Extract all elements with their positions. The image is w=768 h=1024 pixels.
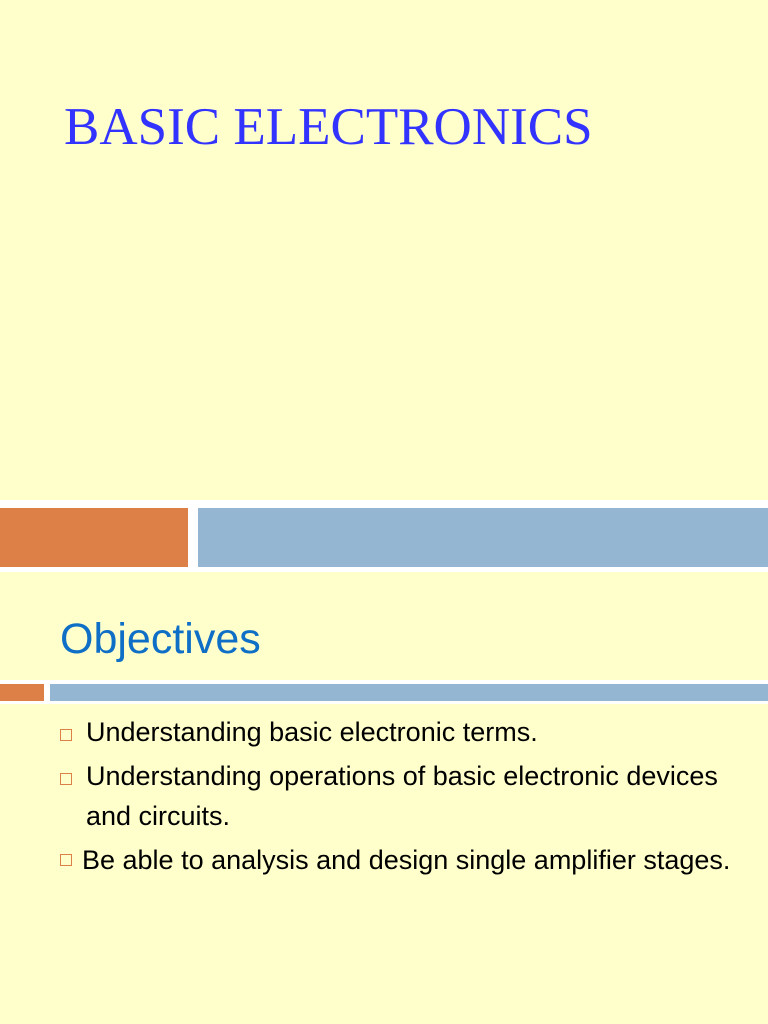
accent-bar-blue <box>198 508 768 567</box>
objectives-list <box>60 712 750 880</box>
divider-bar-blue <box>50 684 768 701</box>
square-bullet-icon <box>60 773 72 785</box>
square-bullet-icon <box>60 729 72 741</box>
list-item-text: Understanding operations of basic electronic devices and circuits. <box>86 761 718 831</box>
slide-title <box>0 0 768 500</box>
slide-title-heading: BASIC ELECTRONICS <box>64 98 593 156</box>
list-item-text: Understanding basic electronic terms. <box>86 717 538 747</box>
divider-bar-orange <box>0 684 44 701</box>
list-item <box>60 712 750 752</box>
list-item-text: Be able to analysis and design single amplifier stages. <box>82 845 731 875</box>
list-item <box>60 840 750 880</box>
square-bullet-icon <box>60 854 72 866</box>
objectives-heading: Objectives <box>60 615 261 663</box>
list-item <box>60 756 750 836</box>
accent-bar-orange <box>0 508 188 567</box>
